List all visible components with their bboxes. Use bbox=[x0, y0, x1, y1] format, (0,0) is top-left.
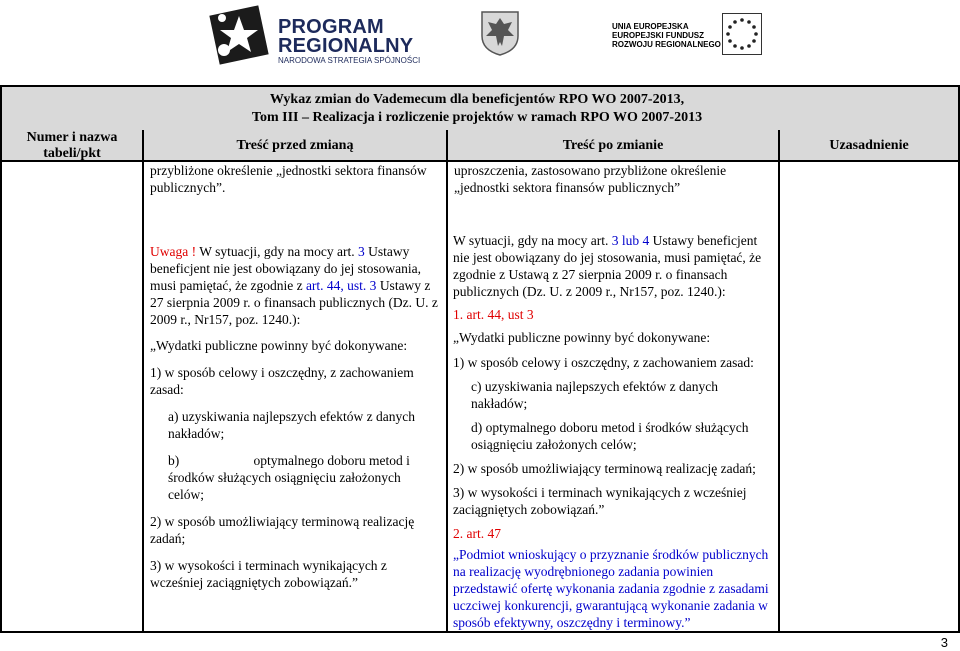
logo-bar bbox=[0, 0, 960, 72]
after-intro: W sytuacji, gdy na mocy art. 3 lub 4 Ustawy beneficjent nie jest obowiązany do jej stosowania, musi pamiętać, że zgodnie z Ustawą z 27 sierpnia 2009 r. o finansach publicznych (Dz. U. z 2009 r., Nr157, poz. 1240.): bbox=[453, 233, 762, 299]
row1-before-text: przybliżone określenie „jednostki sektora finansów publicznych”. bbox=[150, 163, 427, 195]
col-divider-2 bbox=[446, 130, 448, 633]
after-item-1: 1) w sposób celowy i oszczędny, z zachowaniem zasad: bbox=[453, 355, 754, 370]
after-point-1: 1. art. 44, ust 3 bbox=[453, 307, 534, 322]
coat-of-arms-icon bbox=[480, 10, 520, 56]
header-table-number: Numer i nazwa tabeli/pkt bbox=[26, 130, 118, 161]
art-44-ref: art. 44, ust. 3 bbox=[305, 278, 377, 293]
before-item-2: 2) w sposób umożliwiający terminową realizację zadań; bbox=[150, 514, 415, 546]
program-regionalny-logo bbox=[208, 2, 423, 66]
row2-after-cell bbox=[453, 232, 773, 631]
eu-fund-label: UNIA EUROPEJSKA EUROPEJSKI FUNDUSZ ROZWOJU REGIONALNEGO bbox=[612, 22, 721, 49]
program-subtitle: NARODOWA STRATEGIA SPÓJNOŚCI bbox=[278, 56, 421, 65]
before-item-1: 1) w sposób celowy i oszczędny, z zachowaniem zasad: bbox=[150, 365, 414, 397]
col-divider-3 bbox=[778, 130, 780, 633]
after-item-3: 3) w wysokości i terminach wynikających z wcześniej zaciągniętych zobowiązań.” bbox=[453, 485, 747, 517]
uwaga-label: Uwaga ! bbox=[150, 244, 197, 259]
before-item-b: b) optymalnego doboru metod i środków służących osiągnięciu założonych celów; bbox=[168, 453, 414, 502]
program-title: PROGRAM REGIONALNY bbox=[278, 16, 414, 57]
header-before-change: Treść przed zmianą bbox=[236, 138, 354, 153]
table-border-bottom bbox=[0, 631, 960, 633]
before-intro: Uwaga ! W sytuacji, gdy na mocy art. 3 Ustawy beneficjent nie jest obowiązany do jej stosowania, musi pamiętać, że zgodnie z art. 44, ust. 3 Ustawy z 27 sierpnia 2009 r. o finansach publicznych (Dz. U. z 2009 r., Nr157, poz. 1240.): bbox=[150, 244, 438, 327]
after-item-c: c) uzyskiwania najlepszych efektów z danych nakładów; bbox=[471, 379, 719, 411]
col-divider-1 bbox=[142, 130, 144, 633]
art-3-4-ref: 3 lub 4 bbox=[608, 233, 653, 248]
art-ref: 3 bbox=[354, 244, 369, 259]
row1-after-text: uproszczenia, zastosowano przybliżone określenie „jednostki sektora finansów publicznych” bbox=[454, 163, 727, 195]
document-title-line1: Wykaz zmian do Vademecum dla beneficjentów RPO WO 2007-2013, bbox=[269, 92, 685, 107]
after-item-d: d) optymalnego doboru metod i środków służących osiągnięciu założonych celów; bbox=[471, 420, 749, 452]
row2-before-cell bbox=[150, 243, 440, 591]
header-after-change: Treść po zmianie bbox=[562, 138, 664, 153]
before-quote: „Wydatki publiczne powinny być dokonywane: bbox=[150, 338, 408, 353]
after-art47-text: „Podmiot wnioskujący o przyznanie środków publicznych na realizację wyodrębnionego zadania powinien przedstawić ofertę wykonania zadania zgodnie z zasadami uczciwej konkurencji, gwarantującą wykonanie zadania w sposób efektywny, oszczędny i terminowy.” bbox=[453, 547, 769, 630]
table-border-left bbox=[0, 85, 2, 633]
document-title-line2: Tom III – Realizacja i rozliczenie projektów w ramach RPO WO 2007-2013 bbox=[251, 110, 703, 125]
after-quote: „Wydatki publiczne powinny być dokonywane: bbox=[453, 330, 711, 345]
after-item-2: 2) w sposób umożliwiający terminową realizację zadań; bbox=[453, 461, 756, 476]
after-point-2: 2. art. 47 bbox=[453, 526, 501, 541]
table-border-top bbox=[0, 85, 960, 87]
eu-flag-icon bbox=[722, 13, 762, 55]
before-item-3: 3) w wysokości i terminach wynikających z wcześniej zaciągniętych zobowiązań.” bbox=[150, 558, 387, 590]
header-justification: Uzasadnienie bbox=[829, 138, 909, 153]
program-star-icon bbox=[208, 4, 270, 66]
page-number: 3 bbox=[940, 635, 948, 650]
before-item-a: a) uzyskiwania najlepszych efektów z danych nakładów; bbox=[168, 409, 416, 441]
